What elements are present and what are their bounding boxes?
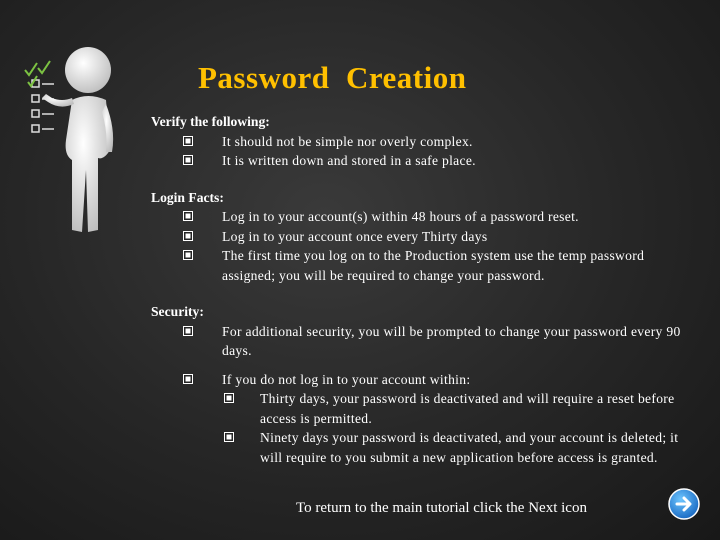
list-item: The first time you log on to the Production system use the temp password assigned; you will be required to change your password.: [183, 246, 696, 285]
list-item: Log in to your account(s) within 48 hours of a password reset.: [183, 207, 696, 227]
list-item: It should not be simple nor overly complex.: [183, 132, 696, 152]
main-content: [151, 112, 696, 467]
list-item: For additional security, you will be prompted to change your password every 90 days.: [183, 322, 696, 361]
sub-list-item: Ninety days your password is deactivated, and your account is deleted; it will require to you submit a new application before access is granted.: [224, 428, 696, 467]
checkbox-bullet-icon: [183, 250, 193, 260]
list-item: Log in to your account once every Thirty days: [183, 227, 696, 247]
sub-list-item: Thirty days, your password is deactivated and will require a reset before access is permitted.: [224, 389, 696, 428]
next-icon[interactable]: [668, 488, 700, 520]
page-title: Password Creation: [198, 60, 467, 95]
arrow-right-circle-icon: [668, 488, 700, 520]
footer-instruction: To return to the main tutorial click the Next icon: [296, 500, 587, 516]
checkbox-bullet-icon: [183, 231, 193, 241]
list-item: It is written down and stored in a safe place.: [183, 151, 696, 171]
checkbox-bullet-icon: [224, 393, 234, 403]
security-heading: Security:: [151, 304, 204, 319]
checkbox-bullet-icon: [183, 155, 193, 165]
list-item: If you do not log in to your account within:: [183, 370, 696, 390]
checkbox-bullet-icon: [183, 136, 193, 146]
login-heading: Login Facts:: [151, 189, 224, 205]
checkbox-bullet-icon: [224, 432, 234, 442]
checklist-figure-icon: [20, 40, 130, 240]
checkbox-bullet-icon: [183, 211, 193, 221]
verify-heading: Verify the following:: [151, 114, 270, 129]
checkbox-bullet-icon: [183, 326, 193, 336]
checkbox-bullet-icon: [183, 374, 193, 384]
